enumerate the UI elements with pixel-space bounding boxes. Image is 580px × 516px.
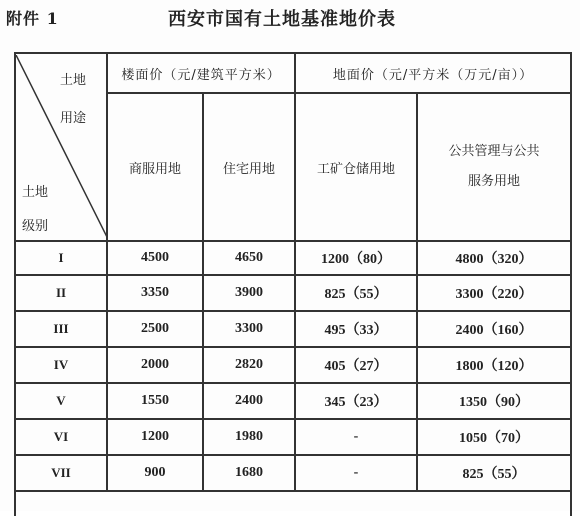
- land-price-table: [14, 52, 572, 516]
- level-cell: IV: [15, 347, 107, 383]
- corner-top-label-2: 用途: [60, 111, 87, 126]
- residential-price-cell: 1680: [203, 455, 295, 491]
- table-row: [15, 311, 571, 347]
- public-price-cell: 1800（120）: [417, 347, 571, 383]
- level-cell: I: [15, 241, 107, 275]
- attachment-label: 附件 1: [6, 9, 59, 28]
- level-cell: II: [15, 275, 107, 311]
- industrial-price-cell: 1200（80）: [295, 241, 417, 275]
- land-price-group-header: 地面价（元/平方米（万元/亩））: [295, 53, 571, 93]
- industrial-price-cell: -: [295, 419, 417, 455]
- residential-price-cell: 2400: [203, 383, 295, 419]
- commercial-price-cell: 4500: [107, 241, 203, 275]
- industrial-price-cell: 495（33）: [295, 311, 417, 347]
- residential-price-cell: 4650: [203, 241, 295, 275]
- column-header-residential: 住宅用地: [203, 93, 295, 241]
- residential-price-cell: 2820: [203, 347, 295, 383]
- floor-price-group-header: 楼面价（元/建筑平方米）: [107, 53, 295, 93]
- level-cell: VII: [15, 455, 107, 491]
- public-price-cell: 4800（320）: [417, 241, 571, 275]
- public-price-cell: 825（55）: [417, 455, 571, 491]
- column-header-public: [417, 93, 571, 241]
- level-cell: V: [15, 383, 107, 419]
- commercial-price-cell: 3350: [107, 275, 203, 311]
- commercial-price-cell: 1550: [107, 383, 203, 419]
- public-price-cell: 1350（90）: [417, 383, 571, 419]
- header-group-row: [15, 53, 571, 93]
- corner-top-label-1: 土地: [60, 73, 87, 88]
- industrial-price-cell: 405（27）: [295, 347, 417, 383]
- table-row: [15, 383, 571, 419]
- public-price-cell: 1050（70）: [417, 419, 571, 455]
- table-row: [15, 419, 571, 455]
- table-row: [15, 275, 571, 311]
- table-row: [15, 347, 571, 383]
- industrial-price-cell: 825（55）: [295, 275, 417, 311]
- document-title: 西安市国有土地基准地价表: [168, 9, 396, 30]
- public-price-cell: 3300（220）: [417, 275, 571, 311]
- table-notes-cell: [15, 491, 571, 516]
- commercial-price-cell: 2500: [107, 311, 203, 347]
- residential-price-cell: 1980: [203, 419, 295, 455]
- corner-bottom-label-2: 级别: [22, 219, 49, 234]
- public-price-cell: 2400（160）: [417, 311, 571, 347]
- commercial-price-cell: 900: [107, 455, 203, 491]
- industrial-price-cell: 345（23）: [295, 383, 417, 419]
- column-header-industrial: 工矿仓储用地: [295, 93, 417, 241]
- table-row: [15, 455, 571, 491]
- residential-price-cell: 3300: [203, 311, 295, 347]
- column-header-public-line-2: 服务用地: [468, 174, 521, 189]
- table-row: [15, 241, 571, 275]
- column-header-public-line-1: 公共管理与公共: [448, 144, 540, 159]
- level-cell: VI: [15, 419, 107, 455]
- column-header-commercial: 商服用地: [107, 93, 203, 241]
- level-cell: III: [15, 311, 107, 347]
- industrial-price-cell: -: [295, 455, 417, 491]
- residential-price-cell: 3900: [203, 275, 295, 311]
- commercial-price-cell: 1200: [107, 419, 203, 455]
- table-notes-row: [15, 491, 571, 516]
- commercial-price-cell: 2000: [107, 347, 203, 383]
- corner-bottom-label-1: 土地: [22, 185, 49, 200]
- corner-header-cell: [15, 53, 107, 241]
